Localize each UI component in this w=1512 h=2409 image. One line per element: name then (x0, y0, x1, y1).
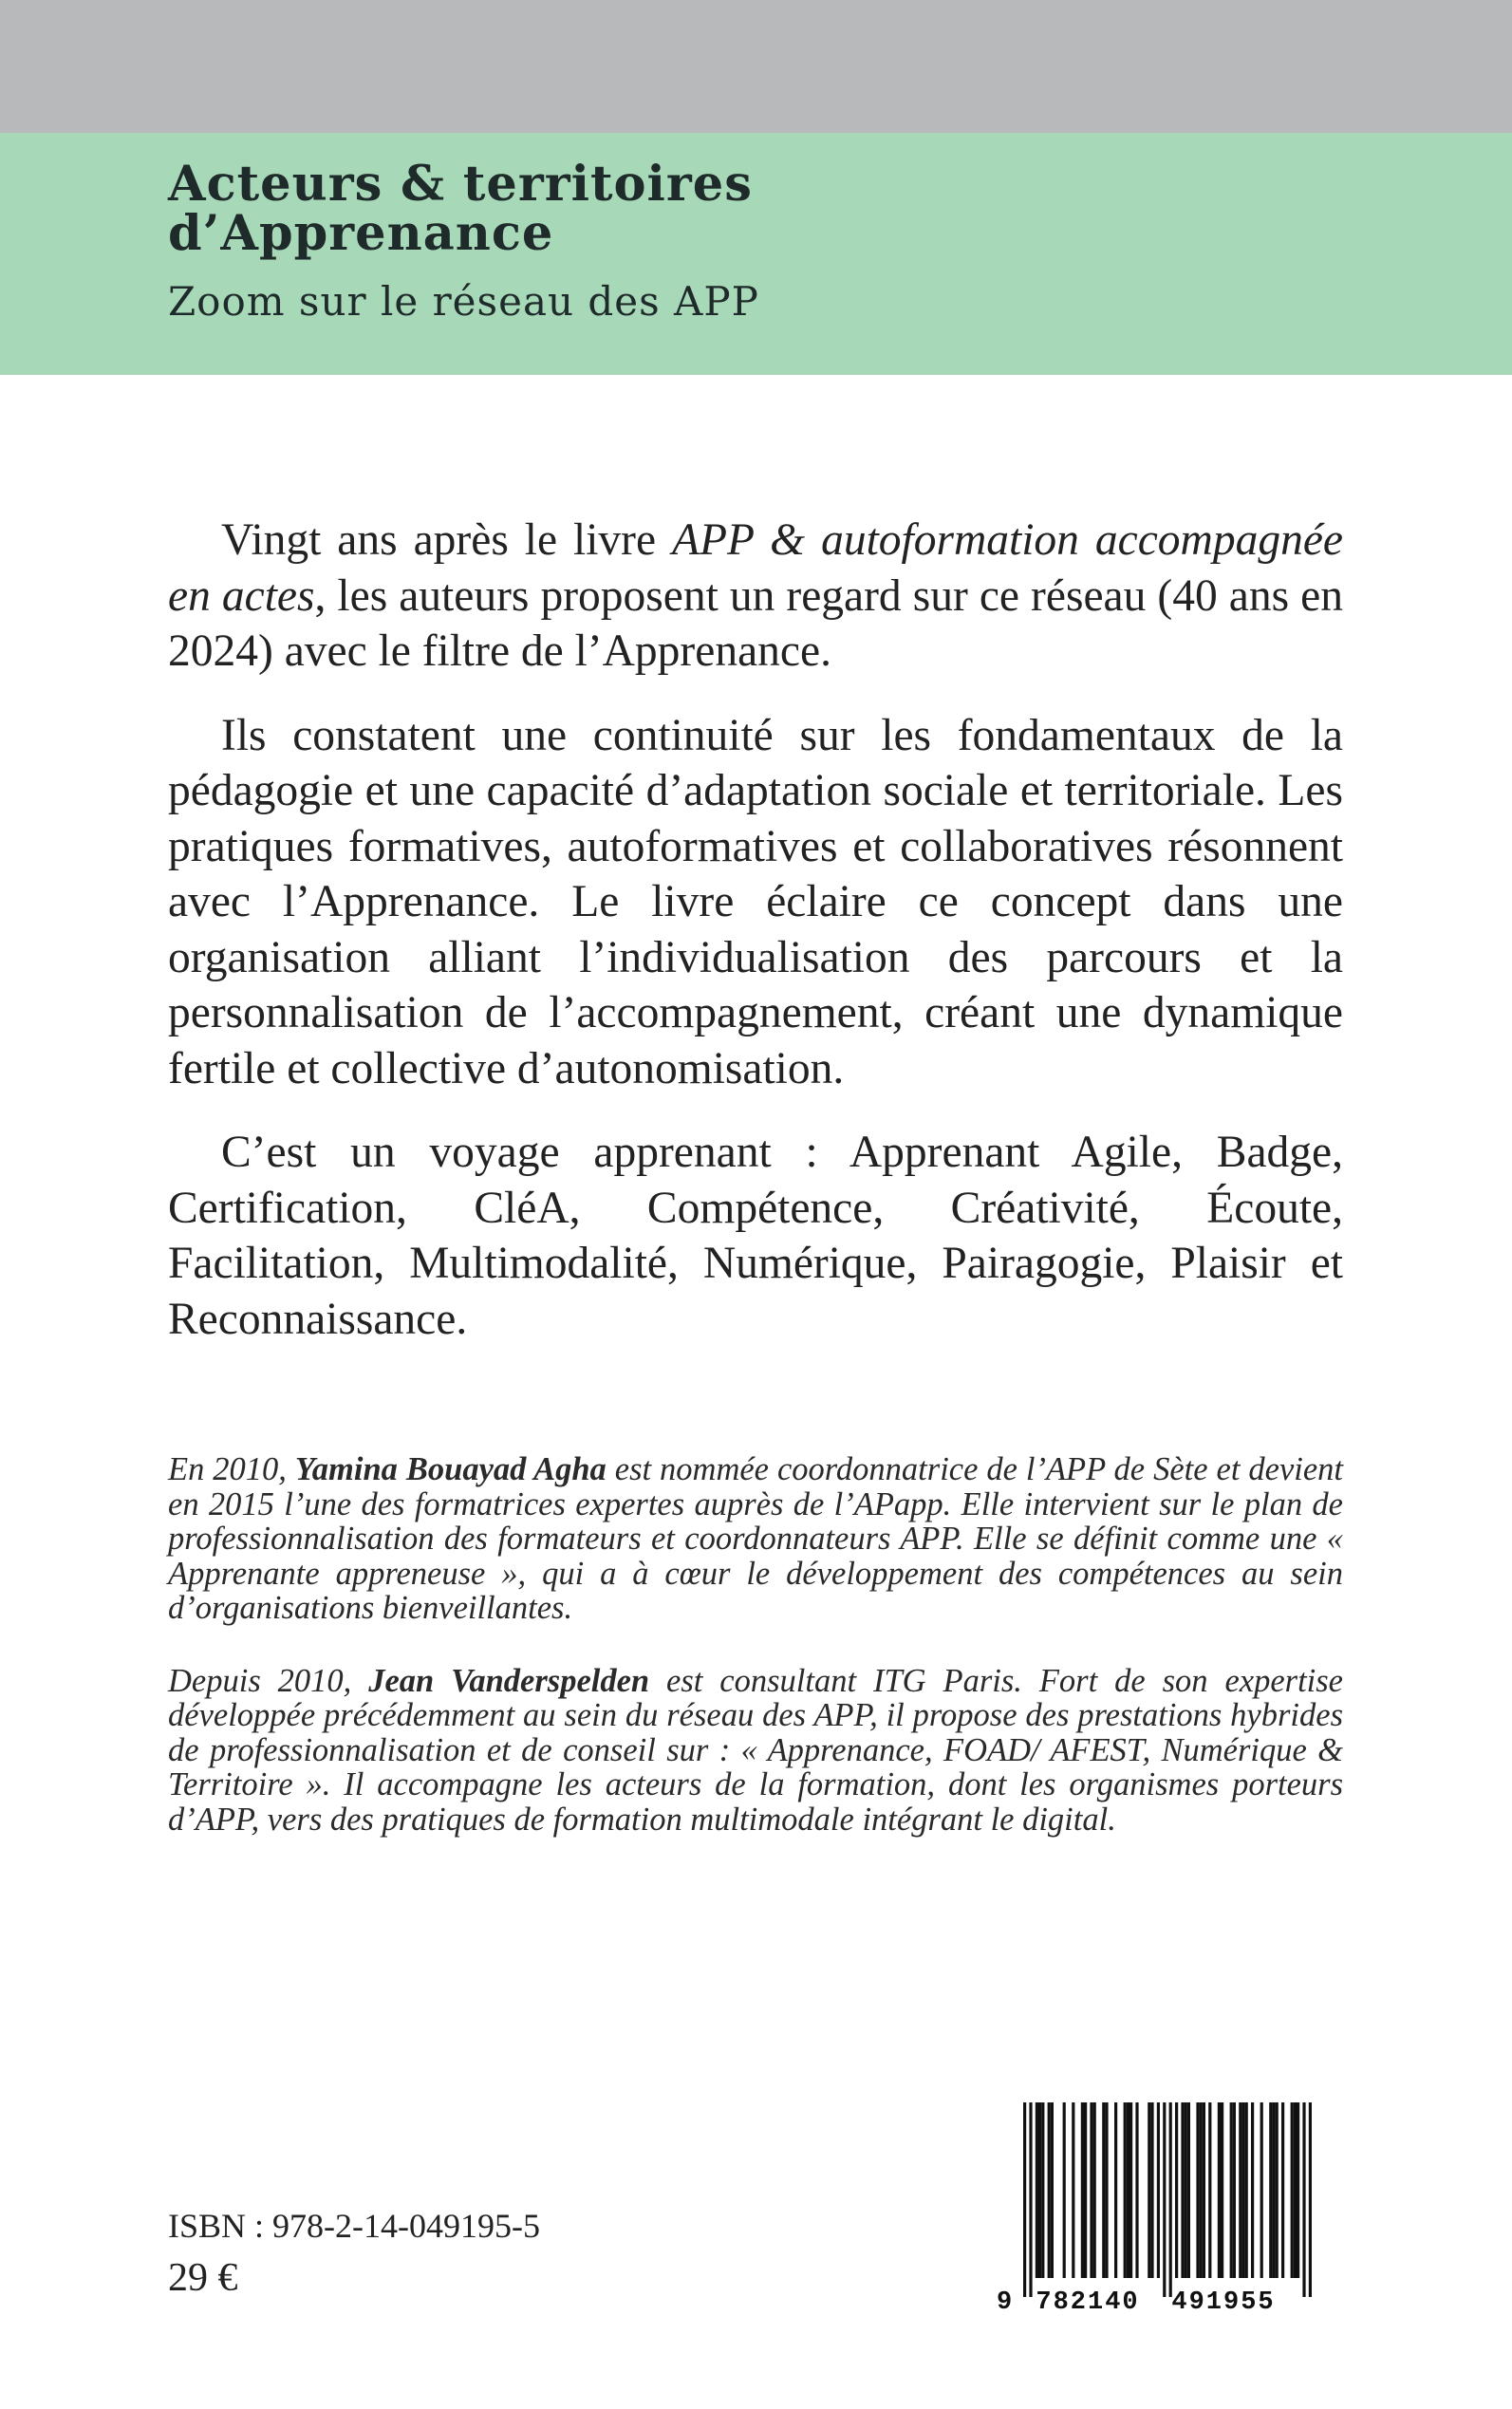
price: 29 € (168, 2256, 238, 2300)
barcode-bar (1297, 2102, 1299, 2278)
barcode-bar (1048, 2102, 1051, 2278)
bio1-prefix: En 2010, (168, 1451, 295, 1487)
back-cover-blurb (168, 513, 1343, 1375)
blurb-paragraph-3: C’est un voyage apprenant : Apprenant Agile, Badge, Certification, CléA, Compétence, Créativité, Écoute, Facilitation, Multimodalité, Numérique, Pairagogie, Plaisir et Reconnaissance. (168, 1128, 1343, 1344)
bio2-text: est consultant ITG Paris. Fort de son expertise développée précédemment au sein du réseau des APP, il propose des prestations hybrides de professionnalisation et de conseil sur : « Apprenance, FOAD/ AFEST, Numérique & Territoire ». Il accompagne les acteurs de la formation, dont les organismes porteurs d’APP, vers des pratiques de formation multimodale intégrant le digital. (168, 1662, 1343, 1838)
barcode-bar (1127, 2102, 1129, 2278)
barcode-bar (1291, 2102, 1294, 2278)
barcode-bar (1102, 2102, 1105, 2278)
barcode-bar (1196, 2102, 1199, 2278)
barcode-bar (1175, 2102, 1178, 2278)
barcode-bar (1294, 2102, 1297, 2278)
barcode-bar (1090, 2102, 1092, 2278)
barcode-bar (1169, 2102, 1172, 2297)
barcode-bar (1129, 2102, 1132, 2278)
barcode-bar (1157, 2102, 1160, 2278)
barcode-bar (1221, 2102, 1223, 2278)
barcode-bar (1124, 2102, 1127, 2278)
barcode-bar (1251, 2102, 1254, 2278)
barcode-bar (1023, 2102, 1026, 2297)
barcode-bar (1269, 2102, 1272, 2278)
isbn: ISBN : 978-2-14-049195-5 (168, 2207, 540, 2245)
barcode-bar (1245, 2102, 1248, 2278)
barcode-bar (1187, 2102, 1190, 2278)
author-bio-2 (168, 1664, 1343, 1838)
blurb-paragraph-2: Ils constatent une continuité sur les fondamentaux de la pédagogie et une capacité d’adaptation sociale et territoriale. Les pratiques formatives, autoformatives et collaboratives résonnent avec l’Apprenance. Le livre éclaire ce concept dans une organisation alliant l’individualisation des parcours et la personnalisation de l’accompagnement, créant une dynamique fertile et collective d’autonomisation. (168, 710, 1343, 1093)
barcode-bar (1135, 2102, 1138, 2278)
barcode-bar (1203, 2102, 1205, 2278)
barcode-bar (1114, 2102, 1117, 2278)
blurb-p1-book-title: APP & autoformation accompagnée en actes (168, 515, 1343, 621)
barcode-bar (1276, 2102, 1279, 2278)
title-line-1: Acteurs & territoires (168, 156, 753, 213)
barcode-bar (1241, 2102, 1244, 2278)
author-bios (168, 1452, 1343, 1875)
barcode-first-digit: 9 (997, 2288, 1013, 2316)
barcode-bar (1218, 2102, 1221, 2278)
barcode-graphic (987, 2093, 1349, 2316)
barcode-bar (1208, 2102, 1211, 2278)
barcode-bar (1036, 2102, 1038, 2278)
barcode-bar (1051, 2102, 1054, 2278)
barcode-bar (1185, 2102, 1187, 2278)
barcode-bar (1239, 2102, 1241, 2278)
bio1-text: est nommée coordonnatrice de l’APP de Sète et devient en 2015 l’une des formatrices expertes auprès de l’APapp. Elle intervient sur le plan de professionnalisation des formateurs et coordonnateurs APP. Elle se définit comme une « Apprenante appreneuse », qui a à cœur le développement des compétences au sein d’organisations bienveillantes. (168, 1451, 1343, 1626)
barcode-bar (1181, 2102, 1184, 2278)
barcode-bar (1063, 2102, 1066, 2278)
barcode-bar (1200, 2102, 1203, 2278)
author-bio-1 (168, 1452, 1343, 1626)
barcode-bar (1029, 2102, 1032, 2297)
bio2-author-name: Jean Vanderspelden (368, 1662, 650, 1699)
barcode-bar (1281, 2102, 1284, 2278)
barcode-bar (1093, 2102, 1096, 2278)
barcode-bar (1309, 2102, 1312, 2297)
barcode-bar (1302, 2102, 1305, 2297)
barcode-bar (1084, 2102, 1087, 2278)
barcode-bar (1072, 2102, 1074, 2278)
blurb-p1-prefix: Vingt ans après le livre (221, 515, 673, 565)
blurb-paragraph-1 (168, 513, 1343, 680)
title-line-2: d’Apprenance (168, 205, 554, 262)
barcode-bar (1233, 2102, 1236, 2278)
barcode-bar (1163, 2102, 1166, 2297)
bio2-prefix: Depuis 2010, (168, 1662, 369, 1699)
barcode-bar (1148, 2102, 1150, 2278)
barcode-bar (1272, 2102, 1275, 2278)
barcode-right-digits: 491955 (1171, 2288, 1276, 2316)
ean-barcode (987, 2093, 1349, 2316)
barcode-bar (1105, 2102, 1108, 2278)
barcode-bar (1041, 2102, 1044, 2278)
barcode-left-digits: 782140 (1036, 2288, 1140, 2316)
blurb-p1-suffix: , les auteurs proposent un regard sur ce réseau (40 ans en 2024) avec le filtre de l’Apprenance. (168, 570, 1343, 676)
top-gray-band (0, 0, 1512, 133)
bio1-author-name: Yamina Bouayad Agha (294, 1451, 607, 1487)
barcode-bar (1230, 2102, 1233, 2278)
barcode-bar (1081, 2102, 1084, 2278)
barcode-bars (1023, 2102, 1312, 2297)
book-title (168, 156, 753, 262)
barcode-bar (1260, 2102, 1263, 2278)
book-subtitle: Zoom sur le réseau des APP (168, 278, 759, 325)
barcode-bar (1038, 2102, 1041, 2278)
barcode-bar (1150, 2102, 1153, 2278)
